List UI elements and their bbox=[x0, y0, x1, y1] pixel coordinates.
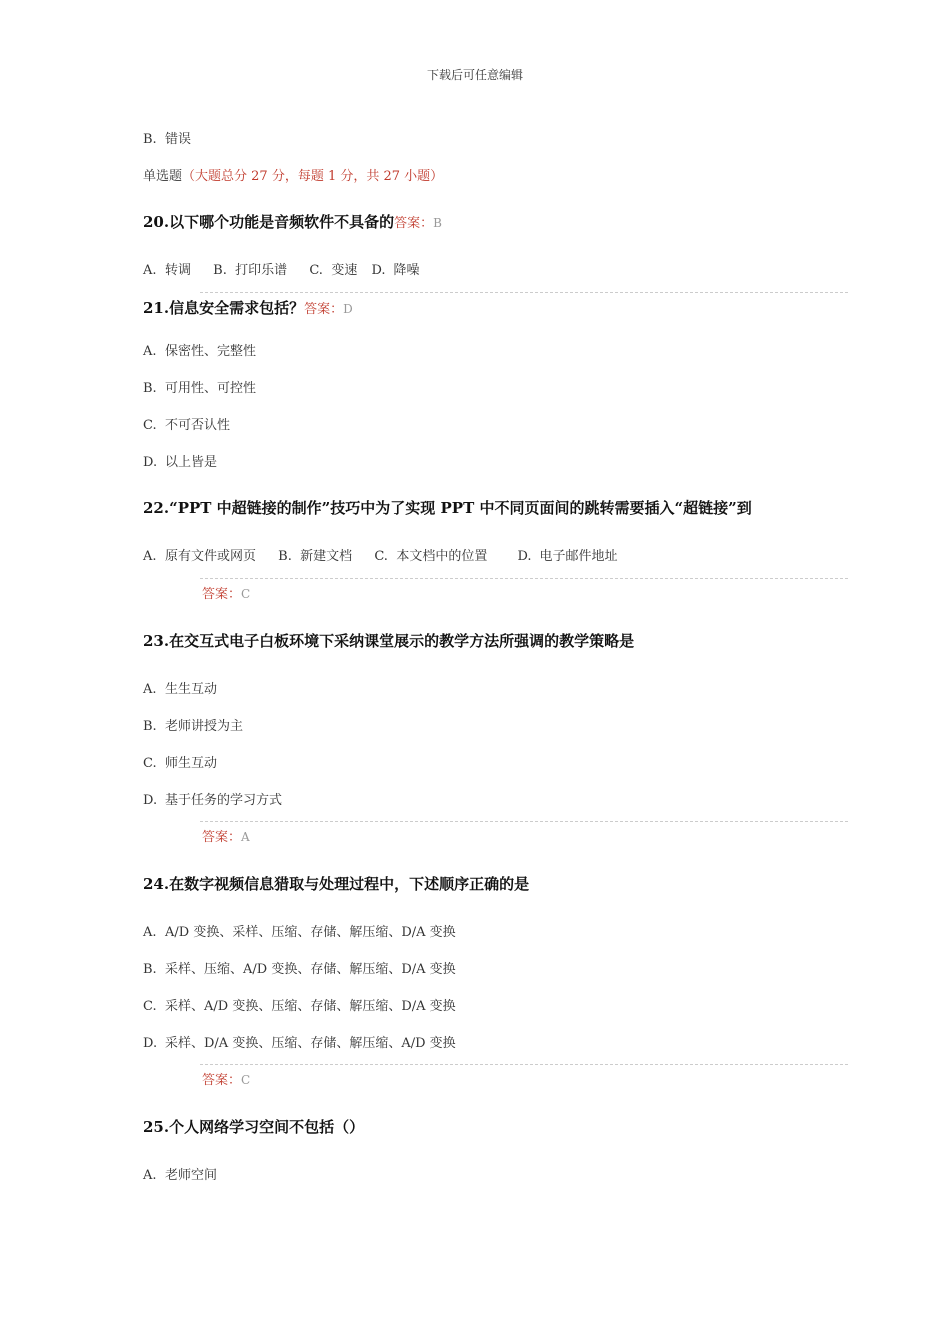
option-a bbox=[143, 921, 456, 940]
option-text: 老师讲授为主 bbox=[165, 719, 244, 734]
question-title: 21.信息安全需求包括？ bbox=[143, 299, 305, 317]
question-title: 22.“PPT 中超链接的制作”技巧中为了实现 PPT 中不同页面间的跳转需要插入“超链接”到 bbox=[143, 499, 752, 517]
question-title: 25.个人网络学习空间不包括（） bbox=[143, 1118, 365, 1136]
option-letter: B. bbox=[143, 132, 157, 147]
option-letter: C. bbox=[143, 418, 157, 433]
question-title: 24.在数字视频信息猎取与处理过程中，下述顺序正确的是 bbox=[143, 875, 530, 893]
option-letter: D. bbox=[143, 455, 158, 470]
option-text: 老师空间 bbox=[165, 1168, 218, 1183]
option-text: 师生互动 bbox=[165, 756, 218, 771]
answer-line bbox=[202, 826, 250, 845]
option-letter: C. bbox=[143, 999, 157, 1014]
option-c bbox=[143, 752, 217, 771]
option-text: 保密性、完整性 bbox=[165, 344, 257, 359]
answer-line bbox=[202, 583, 250, 602]
divider bbox=[200, 292, 848, 293]
option-letter: B. bbox=[143, 719, 157, 734]
question-title: 23.在交互式电子白板环境下采纳课堂展示的教学方法所强调的教学策略是 bbox=[143, 632, 635, 650]
option-text: 新建文档 bbox=[300, 549, 353, 564]
option-letter: D. bbox=[143, 793, 158, 808]
option-text: 降噪 bbox=[393, 263, 420, 278]
option-letter: B. bbox=[143, 381, 157, 396]
answer-value: C bbox=[241, 1073, 251, 1087]
question-24 bbox=[143, 873, 529, 894]
option-c bbox=[143, 995, 456, 1014]
option-text: 可用性、可控性 bbox=[165, 381, 257, 396]
option-a bbox=[143, 549, 256, 564]
option-letter: A. bbox=[143, 682, 157, 697]
answer-label: 答案： bbox=[394, 216, 434, 231]
option-b bbox=[143, 958, 456, 977]
option-c bbox=[309, 263, 357, 278]
option-d bbox=[143, 451, 217, 470]
answer-label: 答案： bbox=[202, 830, 242, 845]
answer-value: C bbox=[241, 587, 251, 601]
option-d bbox=[517, 549, 617, 564]
option-text: 采样、压缩、A/D 变换、存储、解压缩、D/A 变换 bbox=[165, 962, 456, 977]
option-text: 错误 bbox=[165, 132, 192, 147]
answer-line bbox=[202, 1069, 250, 1088]
option-letter: A. bbox=[143, 925, 157, 940]
option-letter: B. bbox=[143, 962, 157, 977]
option-text: 采样、D/A 变换、压缩、存储、解压缩、A/D 变换 bbox=[165, 1036, 456, 1051]
divider bbox=[200, 578, 848, 579]
option-text: 变速 bbox=[331, 263, 358, 278]
answer-value: A bbox=[241, 830, 250, 844]
option-letter: C. bbox=[143, 756, 157, 771]
option-d bbox=[143, 1032, 456, 1051]
option-text: A/D 变换、采样、压缩、存储、解压缩、D/A 变换 bbox=[165, 925, 456, 940]
divider bbox=[200, 1064, 848, 1065]
question-22-options bbox=[143, 545, 635, 564]
option-text: 基于任务的学习方式 bbox=[165, 793, 283, 808]
answer-label: 答案： bbox=[304, 302, 344, 317]
option-text: 转调 bbox=[165, 263, 192, 278]
option-letter: A. bbox=[143, 1168, 157, 1183]
section-title: 单选题 bbox=[143, 169, 183, 184]
option-text: 不可否认性 bbox=[165, 418, 231, 433]
option-text: 原有文件或网页 bbox=[165, 549, 257, 564]
option-c bbox=[374, 549, 487, 564]
section-heading bbox=[143, 165, 443, 184]
option-letter: C. bbox=[309, 263, 323, 278]
option-letter: D. bbox=[143, 1036, 158, 1051]
option-text: 以上皆是 bbox=[165, 455, 218, 470]
option-c bbox=[143, 414, 230, 433]
option-b bbox=[143, 715, 243, 734]
option-text: 本文档中的位置 bbox=[396, 549, 488, 564]
question-21 bbox=[143, 297, 353, 318]
answer-label: 答案： bbox=[202, 587, 242, 602]
option-text: 采样、A/D 变换、压缩、存储、解压缩、D/A 变换 bbox=[165, 999, 456, 1014]
option-text: 生生互动 bbox=[165, 682, 218, 697]
answer-value: B bbox=[433, 216, 442, 230]
question-25 bbox=[143, 1116, 364, 1137]
option-a bbox=[143, 678, 217, 697]
option-letter: A. bbox=[143, 549, 157, 564]
option-letter: B. bbox=[278, 549, 292, 564]
option-letter: A. bbox=[143, 344, 157, 359]
option-letter: D. bbox=[517, 549, 532, 564]
option-letter: B. bbox=[213, 263, 227, 278]
question-20 bbox=[143, 211, 442, 232]
option-a bbox=[143, 1164, 217, 1183]
option-letter: C. bbox=[374, 549, 388, 564]
option-letter: D. bbox=[371, 263, 386, 278]
question-23 bbox=[143, 630, 634, 651]
option-d bbox=[143, 789, 282, 808]
question-20-options bbox=[143, 259, 437, 278]
page-header: 下载后可任意编辑 bbox=[426, 68, 523, 82]
option-text: 电子邮件地址 bbox=[539, 549, 618, 564]
answer-value: D bbox=[343, 302, 353, 316]
option-b bbox=[213, 263, 287, 278]
option-a bbox=[143, 340, 256, 359]
divider bbox=[200, 821, 848, 822]
question-title: 20.以下哪个功能是音频软件不具备的 bbox=[143, 213, 395, 231]
option-letter: A. bbox=[143, 263, 157, 278]
question-22 bbox=[143, 497, 752, 518]
answer-label: 答案： bbox=[202, 1073, 242, 1088]
section-note: （大题总分 27 分，每题 1 分，共 27 小题） bbox=[182, 169, 444, 184]
option-b bbox=[143, 128, 191, 147]
option-b bbox=[278, 549, 352, 564]
option-text: 打印乐谱 bbox=[235, 263, 288, 278]
option-d bbox=[371, 263, 419, 278]
option-b bbox=[143, 377, 256, 396]
option-a bbox=[143, 263, 191, 278]
